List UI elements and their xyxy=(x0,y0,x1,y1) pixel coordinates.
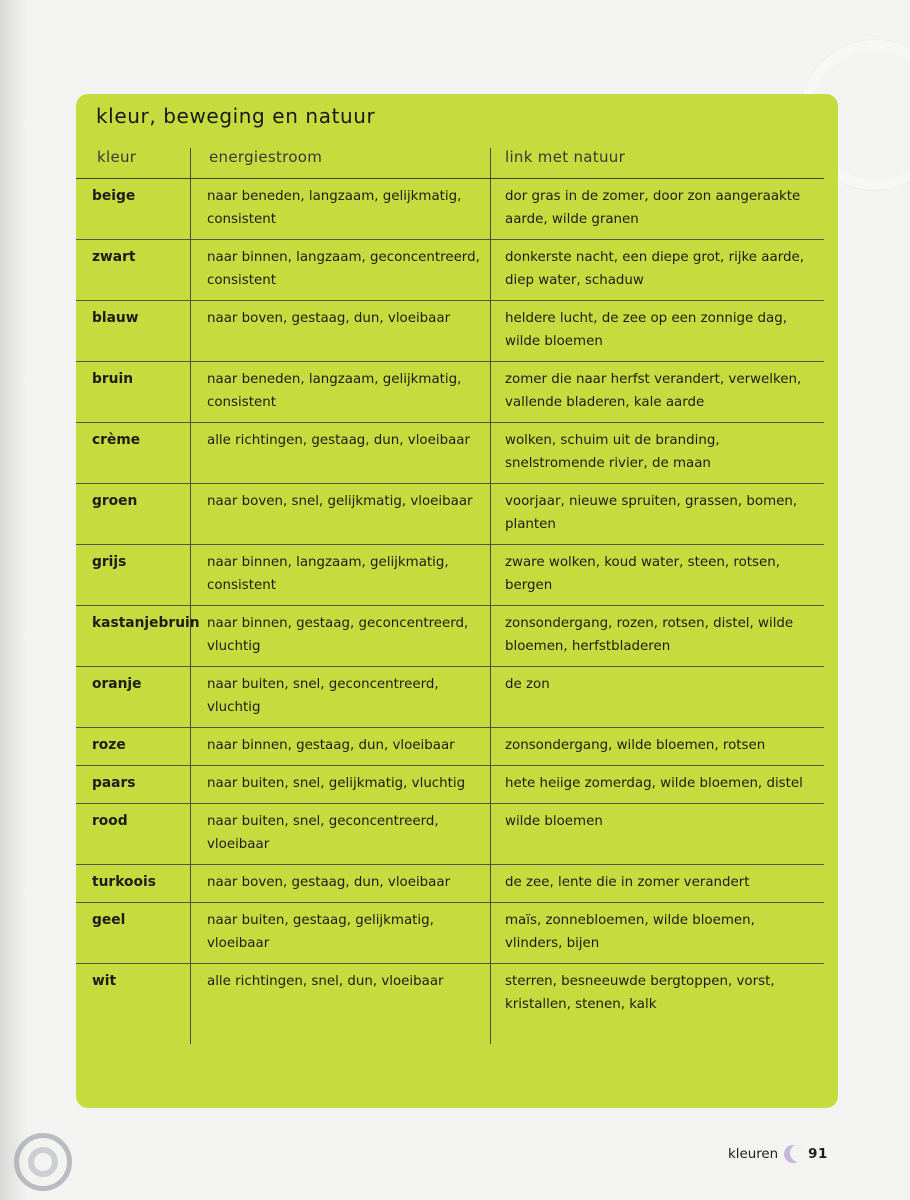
energy-flow-cell: naar buiten, snel, gelijkmatig, vluchtig xyxy=(190,765,490,803)
color-name-cell: blauw xyxy=(76,300,190,361)
column-header-kleur: kleur xyxy=(97,148,137,166)
energy-flow-cell: naar binnen, langzaam, geconcentreerd, consistent xyxy=(190,239,490,300)
color-name-cell: roze xyxy=(76,727,190,765)
table-row xyxy=(76,422,838,483)
table-row xyxy=(76,902,838,963)
table-row xyxy=(76,666,838,727)
section-name: kleuren xyxy=(728,1146,779,1162)
table-body xyxy=(76,178,838,1024)
color-table-panel xyxy=(76,94,838,1108)
nature-link-cell: de zon xyxy=(490,666,824,727)
color-name-cell: kastanjebruin xyxy=(76,605,190,666)
color-name-cell: oranje xyxy=(76,666,190,727)
energy-flow-cell: naar binnen, gestaag, geconcentreerd, vluchtig xyxy=(190,605,490,666)
color-name-cell: zwart xyxy=(76,239,190,300)
nature-link-cell: donkerste nacht, een diepe grot, rijke aarde, diep water, schaduw xyxy=(490,239,824,300)
table-title: kleur, beweging en natuur xyxy=(96,104,376,128)
energy-flow-cell: alle richtingen, gestaag, dun, vloeibaar xyxy=(190,422,490,483)
energy-flow-cell: naar boven, snel, gelijkmatig, vloeibaar xyxy=(190,483,490,544)
nature-link-cell: hete heiige zomerdag, wilde bloemen, distel xyxy=(490,765,824,803)
color-name-cell: paars xyxy=(76,765,190,803)
energy-flow-cell: naar boven, gestaag, dun, vloeibaar xyxy=(190,864,490,902)
energy-flow-cell: naar binnen, gestaag, dun, vloeibaar xyxy=(190,727,490,765)
color-name-cell: wit xyxy=(76,963,190,1024)
watermark-logo xyxy=(14,1133,72,1191)
energy-flow-cell: naar binnen, langzaam, gelijkmatig, consistent xyxy=(190,544,490,605)
nature-link-cell: wolken, schuim uit de branding, snelstromende rivier, de maan xyxy=(490,422,824,483)
nature-link-cell: zonsondergang, rozen, rotsen, distel, wilde bloemen, herfstbladeren xyxy=(490,605,824,666)
page-number: 91 xyxy=(808,1146,828,1162)
table-row xyxy=(76,544,838,605)
column-header-natuur: link met natuur xyxy=(505,148,626,166)
nature-link-cell: zware wolken, koud water, steen, rotsen, bergen xyxy=(490,544,824,605)
table-row xyxy=(76,765,838,803)
color-name-cell: groen xyxy=(76,483,190,544)
table-row xyxy=(76,727,838,765)
table-row xyxy=(76,178,838,239)
energy-flow-cell: naar buiten, snel, geconcentreerd, vluchtig xyxy=(190,666,490,727)
color-name-cell: rood xyxy=(76,803,190,864)
crescent-moon-icon xyxy=(784,1145,802,1163)
energy-flow-cell: alle richtingen, snel, dun, vloeibaar xyxy=(190,963,490,1024)
table-row xyxy=(76,803,838,864)
nature-link-cell: wilde bloemen xyxy=(490,803,824,864)
table-row xyxy=(76,483,838,544)
color-name-cell: geel xyxy=(76,902,190,963)
table-row xyxy=(76,361,838,422)
color-name-cell: bruin xyxy=(76,361,190,422)
nature-link-cell: heldere lucht, de zee op een zonnige dag, wilde bloemen xyxy=(490,300,824,361)
energy-flow-cell: naar buiten, snel, geconcentreerd, vloeibaar xyxy=(190,803,490,864)
page-gutter-shadow xyxy=(0,0,28,1200)
color-name-cell: grijs xyxy=(76,544,190,605)
energy-flow-cell: naar beneden, langzaam, gelijkmatig, consistent xyxy=(190,361,490,422)
energy-flow-cell: naar beneden, langzaam, gelijkmatig, consistent xyxy=(190,178,490,239)
energy-flow-cell: naar buiten, gestaag, gelijkmatig, vloeibaar xyxy=(190,902,490,963)
table-row xyxy=(76,605,838,666)
nature-link-cell: de zee, lente die in zomer verandert xyxy=(490,864,824,902)
color-name-cell: beige xyxy=(76,178,190,239)
nature-link-cell: sterren, besneeuwde bergtoppen, vorst, kristallen, stenen, kalk xyxy=(490,963,824,1024)
energy-flow-cell: naar boven, gestaag, dun, vloeibaar xyxy=(190,300,490,361)
nature-link-cell: zomer die naar herfst verandert, verwelken, vallende bladeren, kale aarde xyxy=(490,361,824,422)
page-footer xyxy=(728,1141,828,1167)
table-row xyxy=(76,239,838,300)
table-row xyxy=(76,864,838,902)
table-row xyxy=(76,963,838,1024)
nature-link-cell: maïs, zonnebloemen, wilde bloemen, vlinders, bijen xyxy=(490,902,824,963)
column-header-energiestroom: energiestroom xyxy=(209,148,323,166)
nature-link-cell: dor gras in de zomer, door zon aangeraakte aarde, wilde granen xyxy=(490,178,824,239)
color-name-cell: turkoois xyxy=(76,864,190,902)
nature-link-cell: voorjaar, nieuwe spruiten, grassen, bomen, planten xyxy=(490,483,824,544)
nature-link-cell: zonsondergang, wilde bloemen, rotsen xyxy=(490,727,824,765)
color-name-cell: crème xyxy=(76,422,190,483)
table-row xyxy=(76,300,838,361)
